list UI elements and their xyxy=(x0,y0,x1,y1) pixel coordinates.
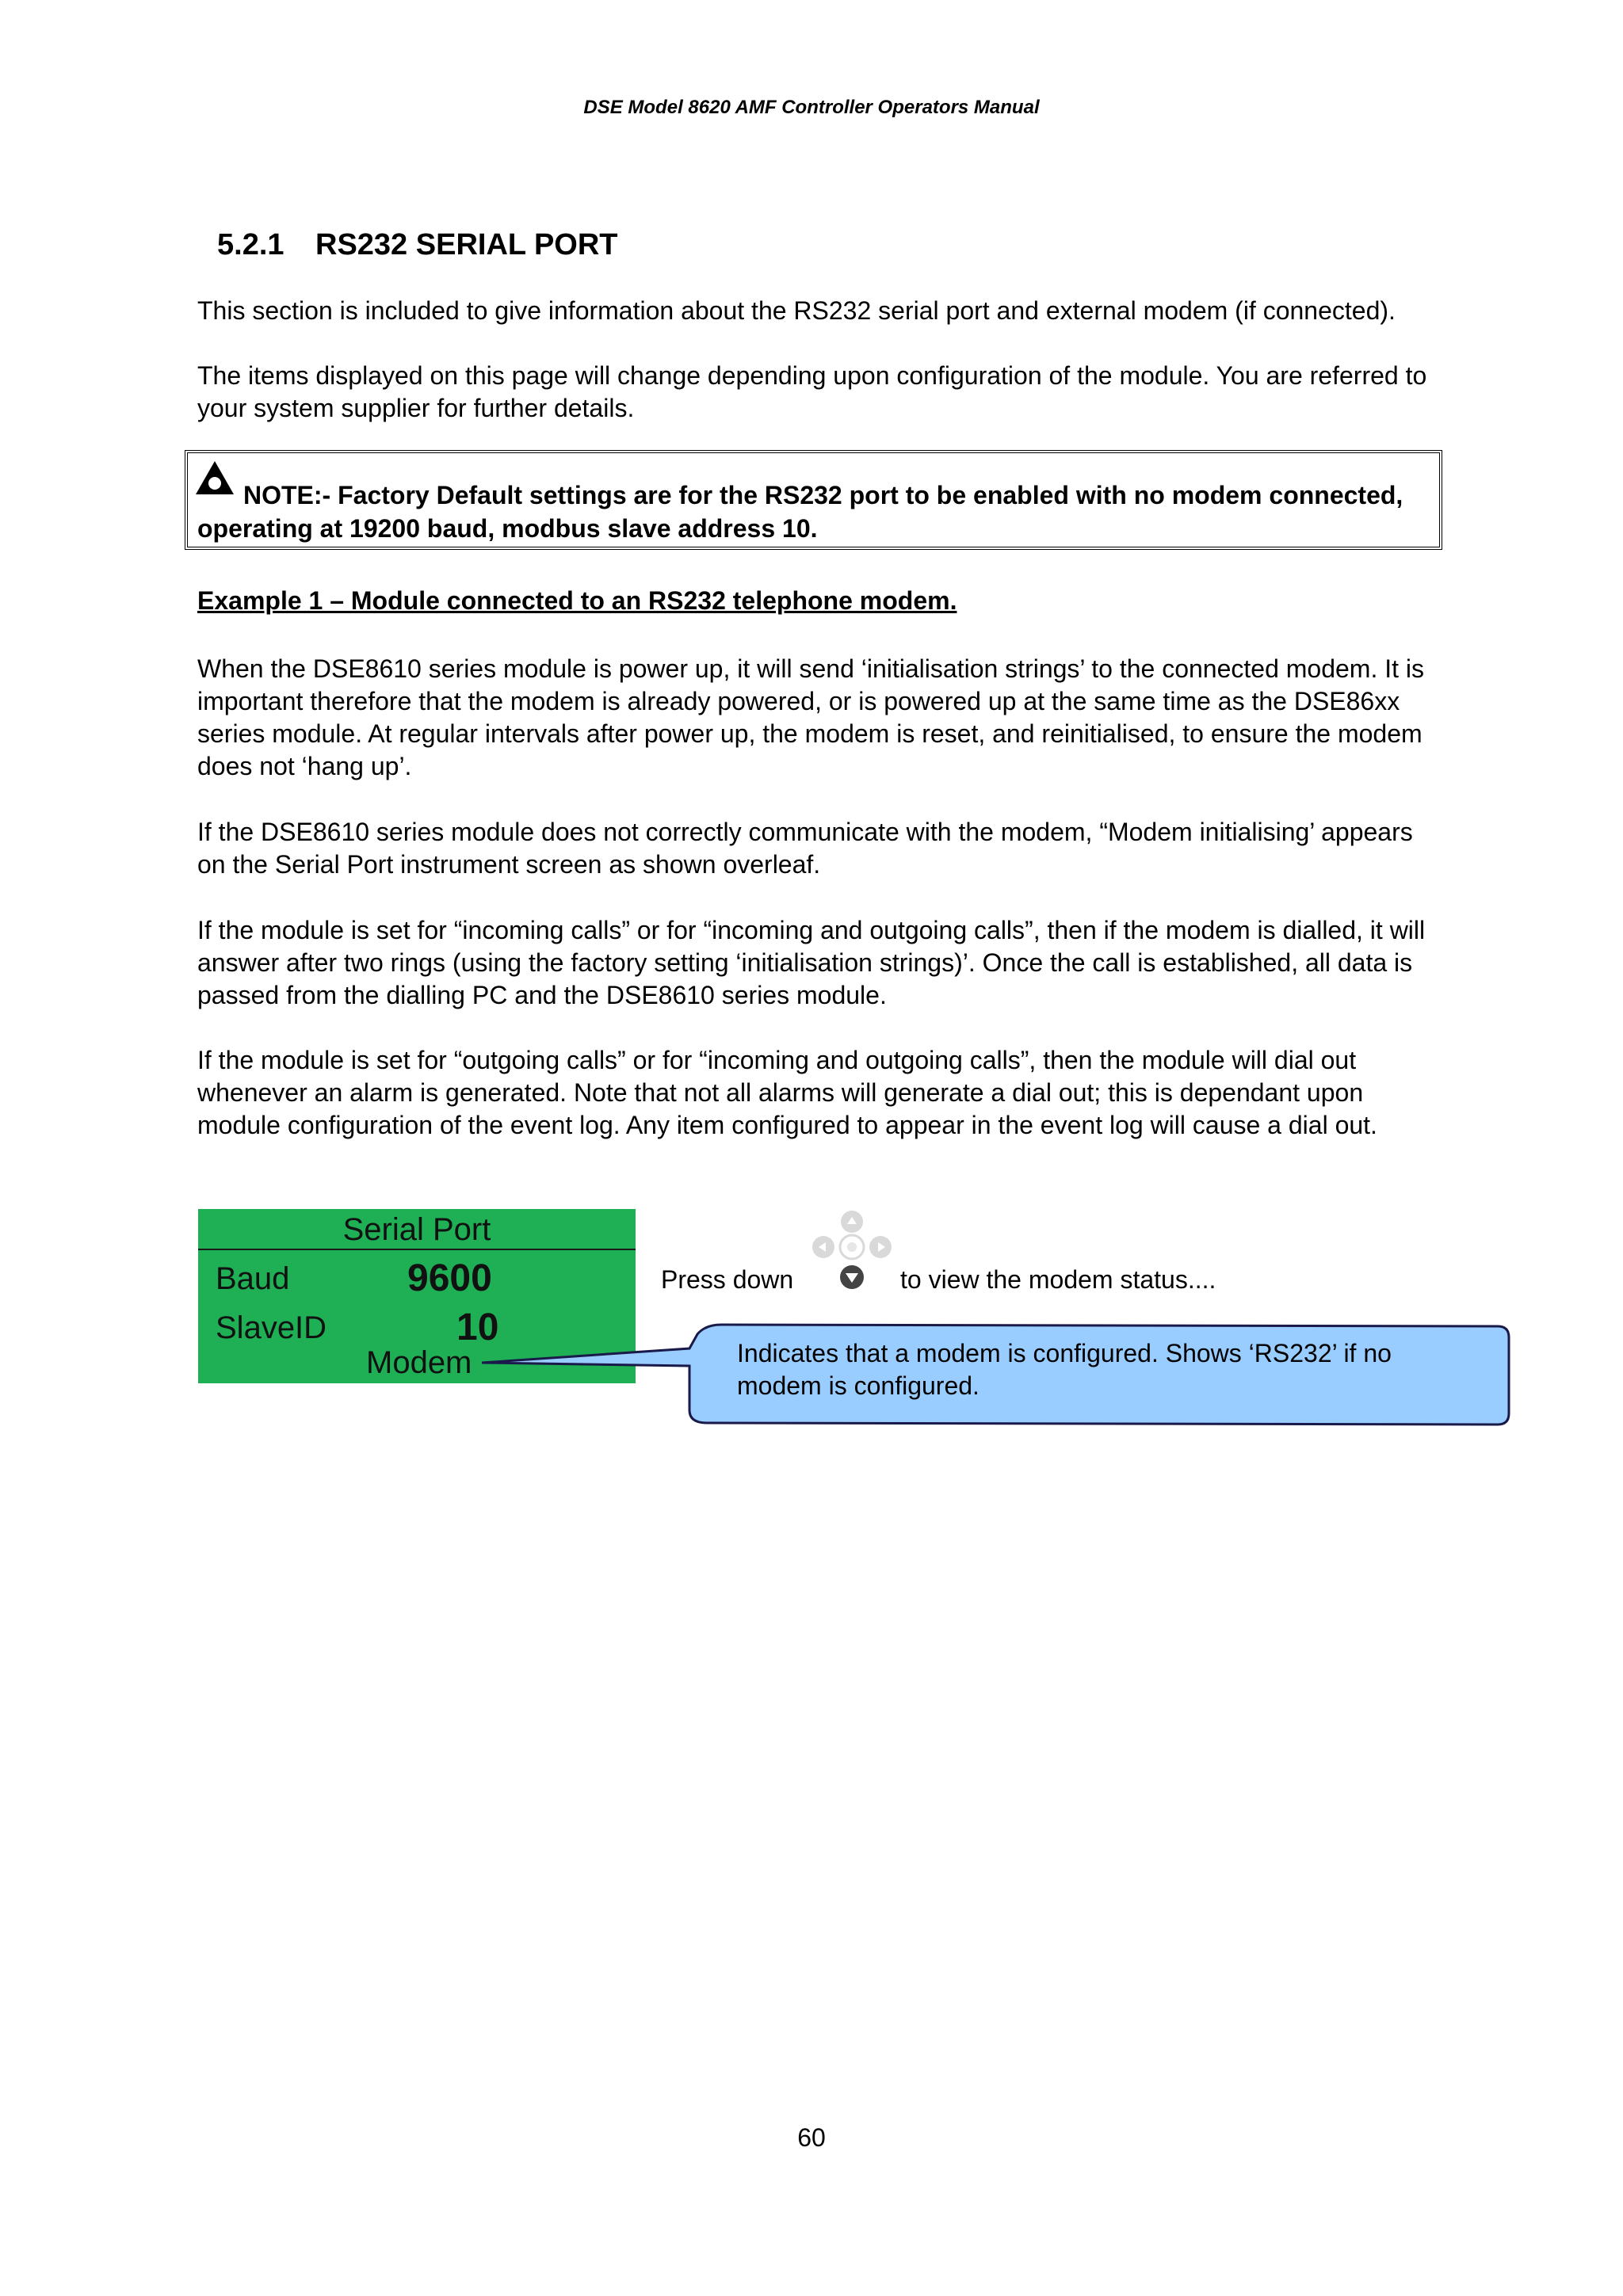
note-text xyxy=(197,479,1434,545)
navigation-pad-icon xyxy=(805,1207,899,1296)
example-paragraph: If the module is set for “outgoing calls” or for “incoming and outgoing calls”, then the module will dial out whenever an alarm is generated. Note that not all alarms will generate a dial out; this is dependant upon module configuration of the event log. Any item configured to appear in the event log will cause a dial out. xyxy=(197,1046,1377,1139)
view-modem-status-text: to view the modem status.... xyxy=(900,1265,1216,1294)
example-paragraph: If the module is set for “incoming calls” or for “incoming and outgoing calls”, then if the modem is dialled, it will answer after two rings (using the factory setting ‘initialisation strings)’. Once the call is established, all data is passed from the dialling PC and the DSE8610 series module. xyxy=(197,916,1426,1009)
callout-text: Indicates that a modem is configured. Shows ‘RS232’ if no modem is configured. xyxy=(737,1339,1392,1400)
note-box xyxy=(185,450,1442,550)
section-number: 5.2.1 xyxy=(217,228,285,261)
page-number: 60 xyxy=(797,2123,826,2152)
slave-id-value: 10 xyxy=(456,1306,499,1348)
note-text-content: NOTE:- Factory Default settings are for the RS232 port to be enabled with no modem connected, operating at 19200 baud, modbus slave address 10. xyxy=(197,481,1403,543)
example-heading: Example 1 – Module connected to an RS232 telephone modem. xyxy=(197,586,957,615)
example-paragraph: When the DSE8610 series module is power up, it will send ‘initialisation strings’ to the connected modem. It is important therefore that the modem is already powered, or is powered up at the same time as the DSE86xx series module. At regular intervals after power up, the modem is reset, and reinitialised, to ensure the modem does not ‘hang up’. xyxy=(197,654,1425,780)
section-title: RS232 SERIAL PORT xyxy=(315,228,618,261)
intro-paragraph-1: This section is included to give information about the RS232 serial port and external modem (if connected). xyxy=(197,296,1396,325)
running-header: DSE Model 8620 AMF Controller Operators Manual xyxy=(583,97,1040,118)
baud-label: Baud xyxy=(216,1261,290,1296)
section-heading xyxy=(217,228,618,262)
slave-id-label: SlaveID xyxy=(216,1310,327,1345)
example-paragraph: If the DSE8610 series module does not correctly communicate with the modem, “Modem initialising’ appears on the Serial Port instrument screen as shown overleaf. xyxy=(197,818,1413,879)
lcd-title: Serial Port xyxy=(198,1209,636,1250)
press-down-text: Press down xyxy=(661,1265,794,1294)
modem-label: Modem xyxy=(366,1345,472,1380)
intro-paragraph-2: The items displayed on this page will change depending upon configuration of the module. You are referred to your system supplier for further details. xyxy=(197,361,1427,422)
baud-value: 9600 xyxy=(407,1257,492,1299)
